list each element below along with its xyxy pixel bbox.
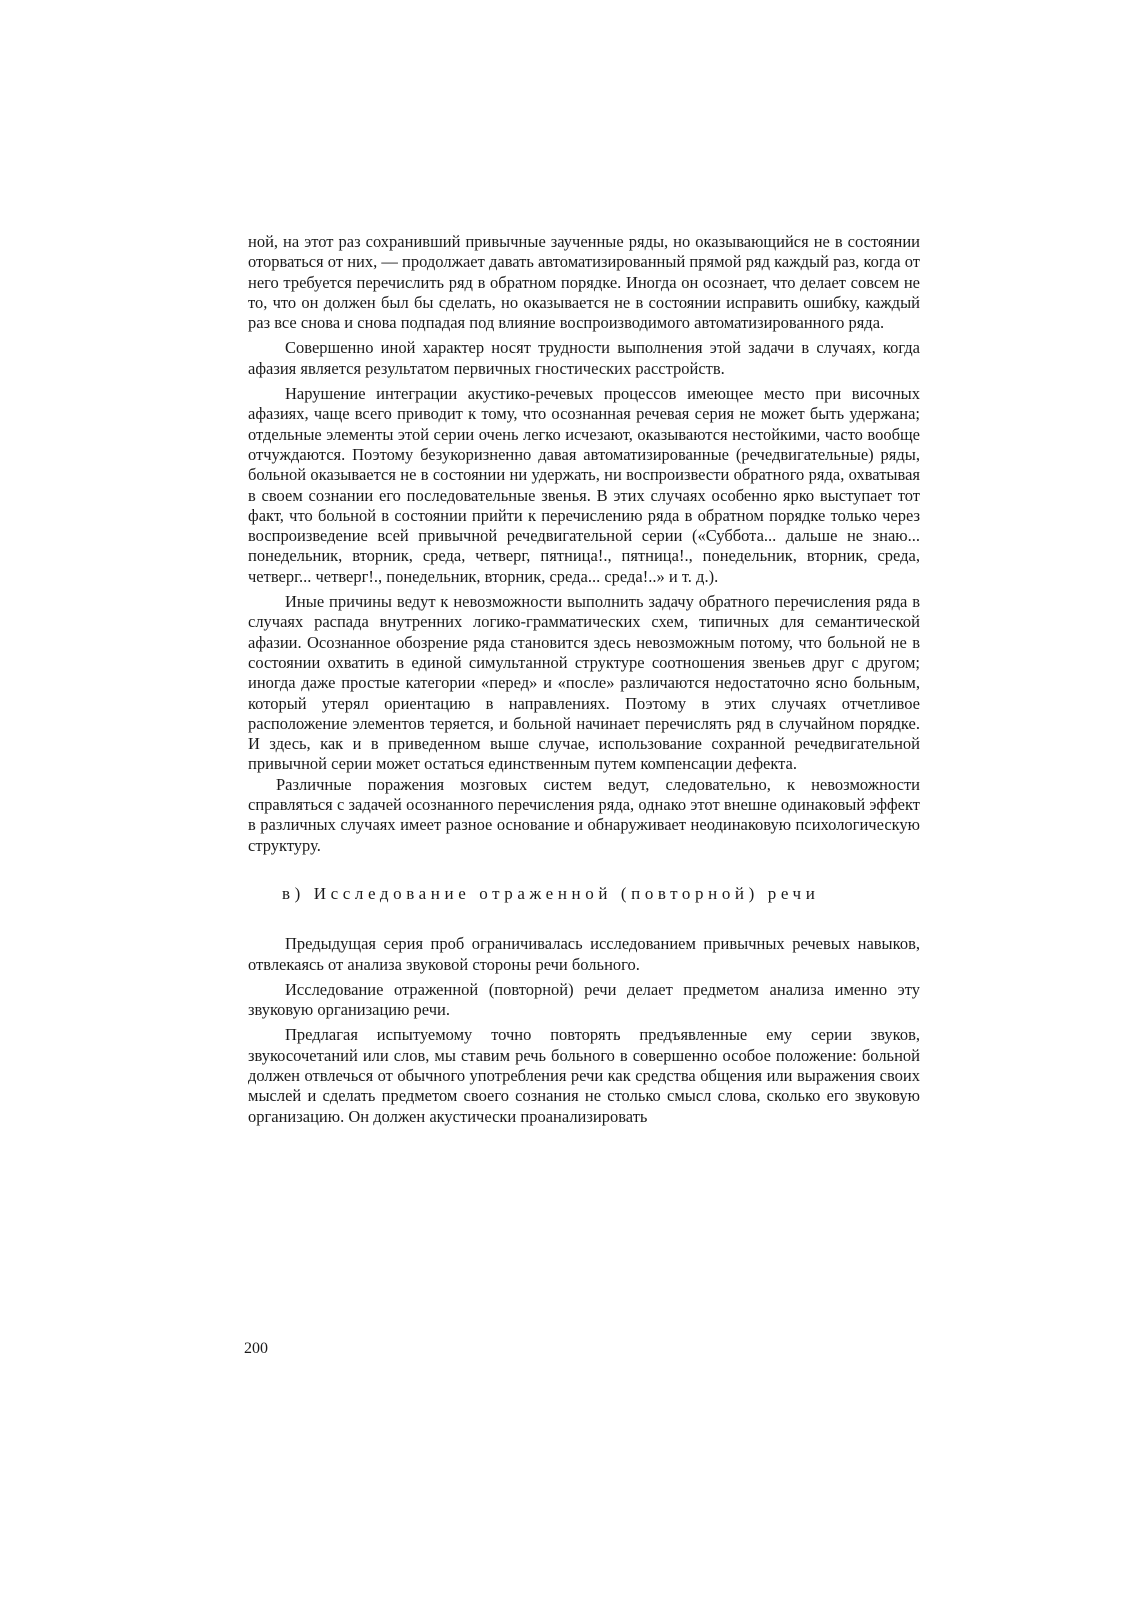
paragraph-gnostic-disorders: Совершенно иной характер носят трудности выполнения этой задачи в случаях, когда афазия является результатом первичных гностических расстройств. [248,338,920,378]
paragraph-previous-series: Предыдущая серия проб ограничивалась исследованием привычных речевых навыков, отвлекаясь от анализа звуковой стороны речи больного. [248,934,920,974]
paragraph-temporal-aphasia: Нарушение интеграции акустико-речевых процессов имеющее место при височных афазиях, чаще всего приводит к тому, что осознанная речевая серия не может быть удержана; отдельные элементы этой серии очень легко исчезают, оказываются нестойкими, часто вообще отчуждаются. Поэтому безукоризненно давая автоматизированные (речедвигательные) ряды, больной оказывается не в состоянии ни удержать, ни воспроизвести обратного ряда, охватывая в своем сознании его последовательные звенья. В этих случаях особенно ярко выступает тот факт, что больной в состоянии прийти к перечислению ряда в обратном порядке только через воспроизведение всей привычной речедвигательной серии («Суббота... дальше не знаю... понедельник, вторник, среда, четверг, пятница!., пятница!., понедельник, вторник, среда, четверг... четверг!., понедельник, вторник, среда... среда!..» и т. д.). [248,384,920,586]
paragraph-continuation: ной, на этот раз сохранивший привычные заученные ряды, но оказывающийся не в состоянии оторваться от них, — продолжает давать автоматизированный прямой ряд каждый раз, когда от него требуется перечислить ряд в обратном порядке. Иногда он осознает, что делает совсем не то, что он должен был бы сделать, но оказывается не в состоянии исправить ошибку, каждый раз все снова и снова подпадая под влияние воспроизводимого автоматизированного ряда. [248,232,920,333]
page-number: 200 [244,1340,268,1357]
section-heading: в) Исследование отраженной (повторной) речи [282,883,820,903]
paragraph-repetition-method: Предлагая испытуемому точно повторять предъявленные ему серии звуков, звукосочетаний или слов, мы ставим речь больного в совершенно особое положение: больной должен отвлечься от обычного употребления речи как средства общения или выражения своих мыслей и сделать предметом своего сознания не столько смысл слова, сколько его звуковую организацию. Он должен акустически проанализировать [248,1025,920,1126]
paragraph-semantic-aphasia: Иные причины ведут к невозможности выполнить задачу обратного перечисления ряда в случаях распада внутренних логико-грамматических схем, типичных для семантической афазии. Осознанное обозрение ряда становится здесь невозможным потому, что больной не в состоянии охватить в единой симультанной структуре соотношения звеньев друг с другом; иногда даже простые категории «перед» и «после» различаются недостаточно ясно больным, который утерял ориентацию в направлениях. Поэтому в этих случаях отчетливое расположение элементов теряется, и больной начинает перечислять ряд в случайном порядке. И здесь, как и в приведенном выше случае, использование сохранной речедвигательной привычной серии может остаться единственным путем компенсации дефекта. [248,592,920,774]
body-text [248,232,920,1127]
paragraph-conclusion: Различные поражения мозговых систем ведут, следовательно, к невозможности справляться с задачей осознанного перечисления ряда, однако этот внешне одинаковый эффект в различных случаях имеет разное основание и обнаруживает неодинаковую психологическую структуру. [248,774,920,855]
paragraph-repetition-study: Исследование отраженной (повторной) речи делает предметом анализа именно эту звуковую организацию речи. [248,979,920,1020]
